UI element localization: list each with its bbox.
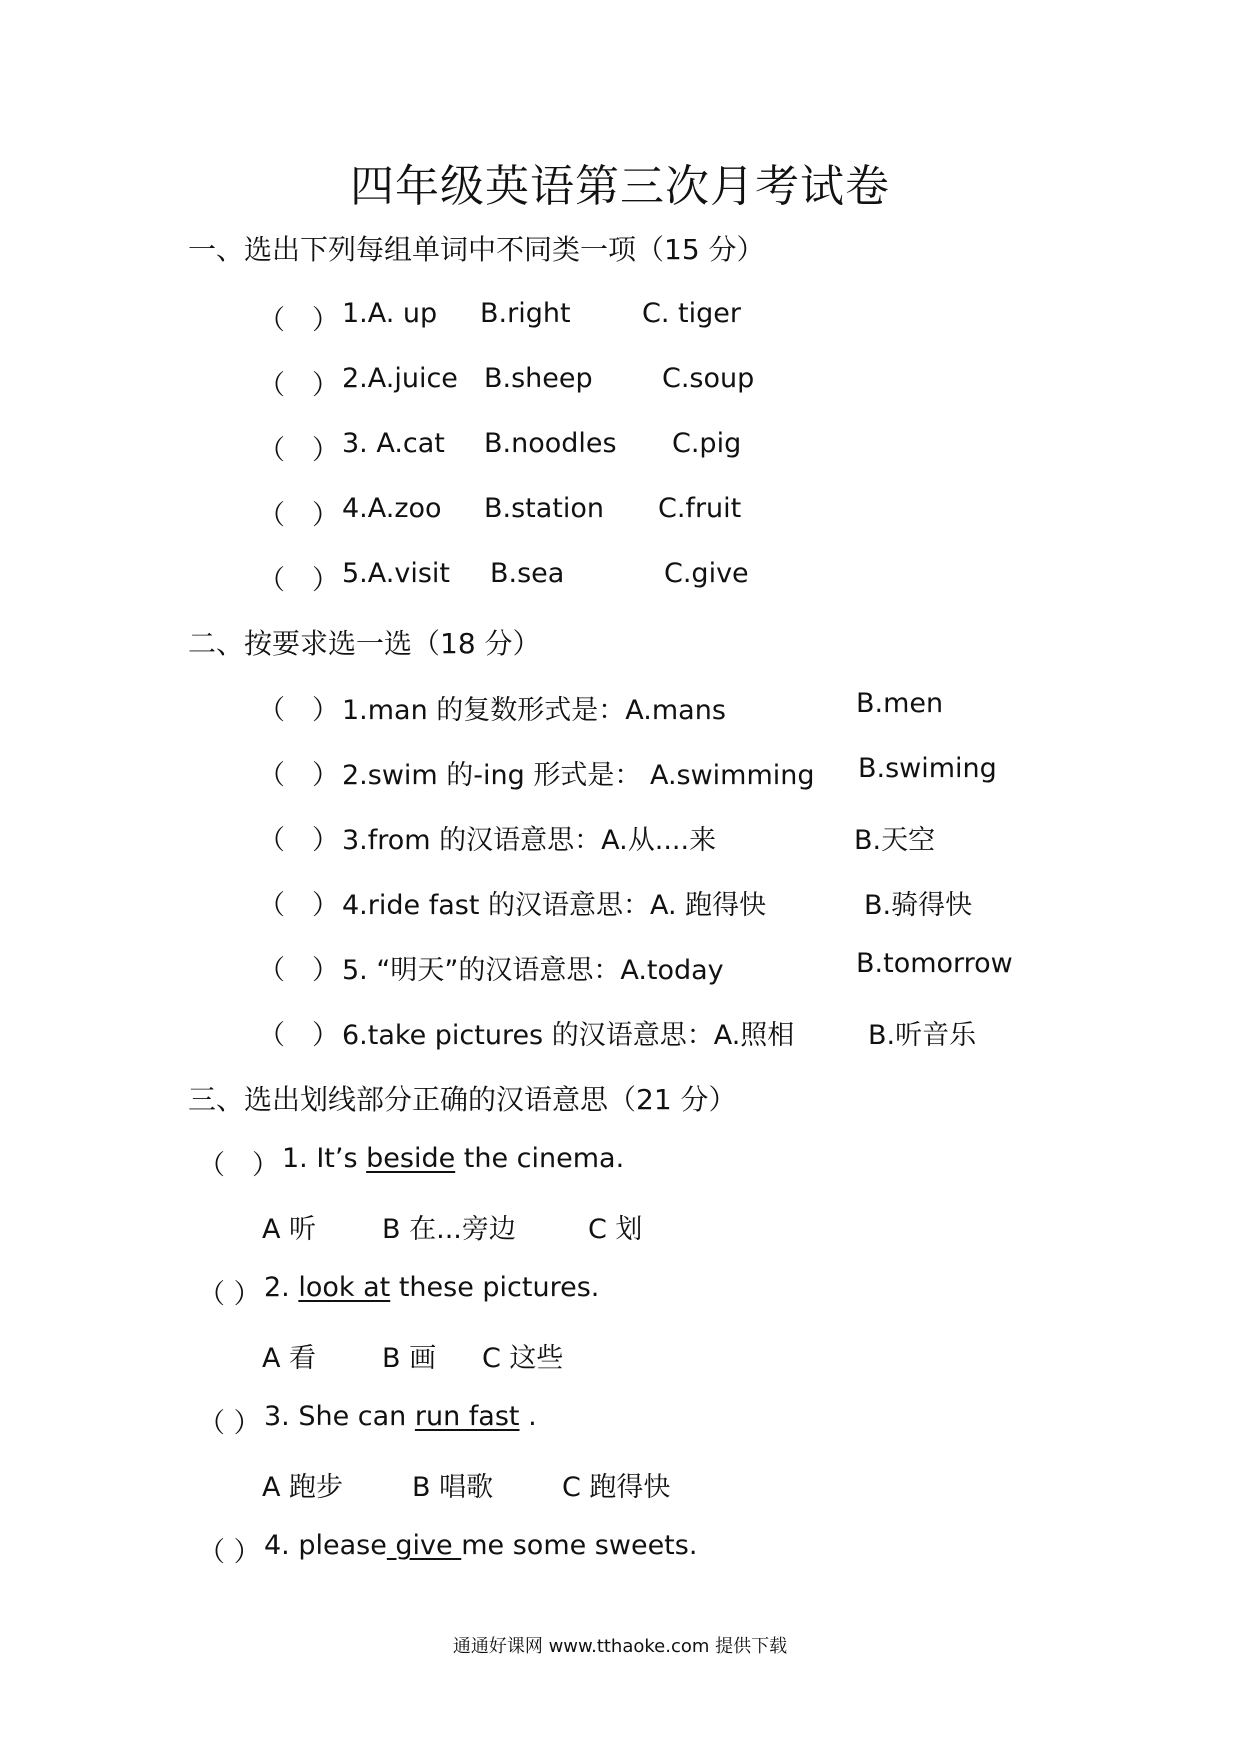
option-b: B.sheep bbox=[484, 363, 593, 394]
answer-blank[interactable]: （ ） bbox=[258, 825, 339, 856]
answer-blank[interactable]: （ ） bbox=[258, 695, 339, 726]
option-b: B.tomorrow bbox=[856, 948, 1013, 979]
question-text: 6.take pictures 的汉语意思：A.照相 bbox=[342, 1020, 795, 1051]
question-pre: 2. bbox=[264, 1272, 299, 1303]
option-b: B.station bbox=[484, 493, 605, 524]
option-b: B 唱歌 bbox=[412, 1472, 494, 1503]
answer-blank[interactable]: （ ） bbox=[258, 890, 339, 921]
option-c: C 划 bbox=[588, 1214, 643, 1245]
question-text: 1.man 的复数形式是：A.mans bbox=[342, 695, 726, 726]
option-b: B.men bbox=[856, 688, 944, 719]
option-b: B.noodles bbox=[484, 428, 617, 459]
answer-blank[interactable]: （ ） bbox=[258, 435, 339, 466]
underlined-phrase: give bbox=[386, 1530, 462, 1561]
option-c: C.give bbox=[664, 558, 749, 589]
option-b: B 在...旁边 bbox=[382, 1214, 516, 1245]
answer-blank[interactable]: （ ） bbox=[258, 565, 339, 596]
option-a: 4.A.zoo bbox=[342, 493, 442, 524]
underlined-phrase: run fast bbox=[414, 1401, 520, 1432]
option-c: C.soup bbox=[662, 363, 755, 394]
section3-item-3 bbox=[198, 1401, 998, 1441]
underlined-phrase: look at bbox=[298, 1272, 391, 1303]
question-text bbox=[264, 1401, 537, 1432]
option-a: A 看 bbox=[262, 1343, 317, 1374]
question-text bbox=[264, 1272, 599, 1303]
answer-blank[interactable]: （ ） bbox=[258, 955, 339, 986]
answer-blank[interactable]: （ ） bbox=[258, 370, 339, 401]
section2-item-5 bbox=[258, 948, 1058, 988]
option-b: B.骑得快 bbox=[864, 890, 973, 921]
option-a: 1.A. up bbox=[342, 298, 438, 329]
section2-item-6 bbox=[258, 1013, 1058, 1053]
question-text bbox=[282, 1143, 624, 1174]
option-b: B 画 bbox=[382, 1343, 437, 1374]
option-a: 2.A.juice bbox=[342, 363, 458, 394]
section3-options-2 bbox=[262, 1336, 1062, 1376]
section2-item-3 bbox=[258, 818, 1058, 858]
option-b: B.swiming bbox=[858, 753, 997, 784]
section2-heading: 二、按要求选一选（18 分） bbox=[188, 627, 541, 660]
option-b: B.听音乐 bbox=[868, 1020, 977, 1051]
question-pre: 3. She can bbox=[264, 1401, 415, 1432]
answer-blank[interactable]: （ ） bbox=[198, 1537, 261, 1568]
option-a: A 跑步 bbox=[262, 1472, 344, 1503]
option-c: C 这些 bbox=[482, 1343, 564, 1374]
option-a: A 听 bbox=[262, 1214, 317, 1245]
section1-heading: 一、选出下列每组单词中不同类一项（15 分） bbox=[188, 233, 765, 266]
section1-item-4 bbox=[258, 493, 1058, 533]
question-pre: 1. It’s bbox=[282, 1143, 367, 1174]
option-a: 3. A.cat bbox=[342, 428, 445, 459]
section1-item-3 bbox=[258, 428, 1058, 468]
answer-blank[interactable]: （ ） bbox=[198, 1150, 279, 1181]
section3-item-4 bbox=[198, 1530, 998, 1570]
underlined-phrase: beside bbox=[366, 1143, 456, 1174]
answer-blank[interactable]: （ ） bbox=[258, 500, 339, 531]
option-b: B.right bbox=[480, 298, 571, 329]
question-post: me some sweets. bbox=[461, 1530, 698, 1561]
option-b: B.天空 bbox=[854, 825, 936, 856]
question-text: 3.from 的汉语意思：A.从....来 bbox=[342, 825, 717, 856]
question-pre: 4. please bbox=[264, 1530, 387, 1561]
question-text: 4.ride fast 的汉语意思：A. 跑得快 bbox=[342, 890, 767, 921]
answer-blank[interactable]: （ ） bbox=[198, 1408, 261, 1439]
option-c: C.fruit bbox=[658, 493, 742, 524]
option-c: C.pig bbox=[672, 428, 742, 459]
footer-credit: 通通好课网 www.tthaoke.com 提供下载 bbox=[452, 1636, 788, 1657]
answer-blank[interactable]: （ ） bbox=[198, 1279, 261, 1310]
section1-item-5 bbox=[258, 558, 1058, 598]
section2-item-1 bbox=[258, 688, 1058, 728]
answer-blank[interactable]: （ ） bbox=[258, 305, 339, 336]
answer-blank[interactable]: （ ） bbox=[258, 760, 339, 791]
question-post: the cinema. bbox=[455, 1143, 625, 1174]
section2-item-2 bbox=[258, 753, 1058, 793]
section1-item-2 bbox=[258, 363, 1058, 403]
option-c: C 跑得快 bbox=[562, 1472, 671, 1503]
section3-options-3 bbox=[262, 1465, 1062, 1505]
question-text: 2.swim 的-ing 形式是： A.swimming bbox=[342, 760, 815, 791]
option-b: B.sea bbox=[490, 558, 565, 589]
section1-item-1 bbox=[258, 298, 1058, 338]
question-post: . bbox=[519, 1401, 537, 1432]
section3-heading: 三、选出划线部分正确的汉语意思（21 分） bbox=[188, 1083, 737, 1116]
section3-item-2 bbox=[198, 1272, 998, 1312]
answer-blank[interactable]: （ ） bbox=[258, 1020, 339, 1051]
section2-item-4 bbox=[258, 883, 1058, 923]
option-a: 5.A.visit bbox=[342, 558, 450, 589]
section3-options-1 bbox=[262, 1207, 1062, 1247]
question-text bbox=[264, 1530, 697, 1561]
section3-item-1 bbox=[198, 1143, 998, 1183]
question-text: 5. “明天”的汉语意思：A.today bbox=[342, 955, 724, 986]
option-c: C. tiger bbox=[642, 298, 741, 329]
page-title: 四年级英语第三次月考试卷 bbox=[350, 161, 890, 212]
question-post: these pictures. bbox=[390, 1272, 600, 1303]
